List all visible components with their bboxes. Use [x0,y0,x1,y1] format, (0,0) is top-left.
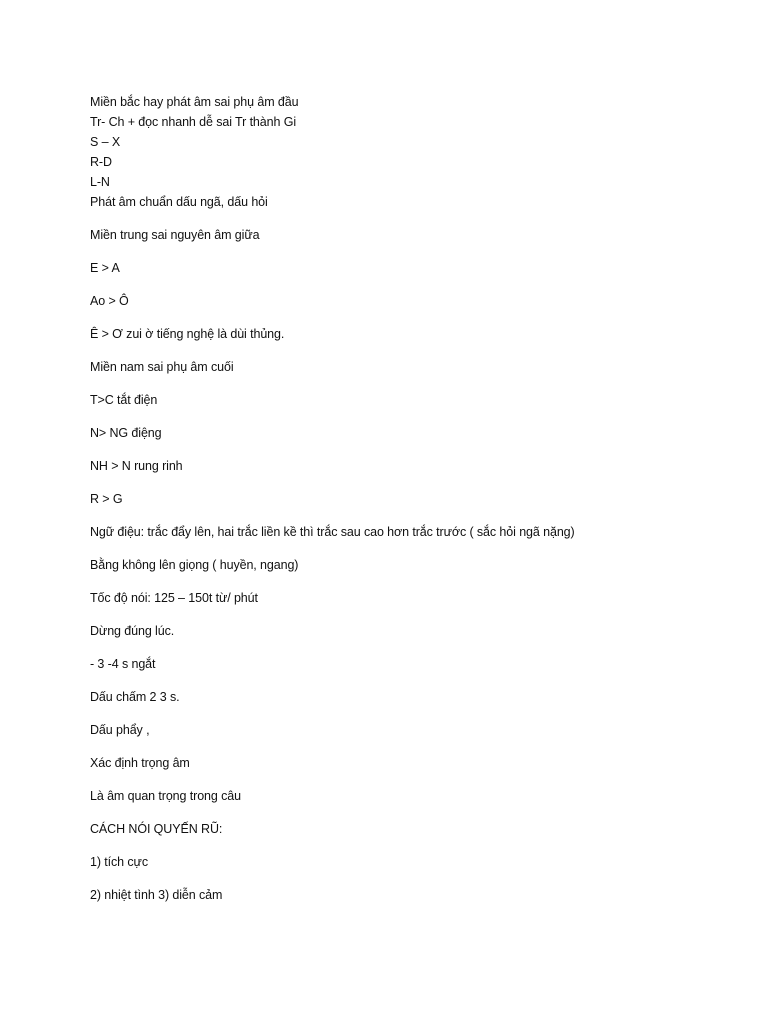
text-line: T>C tắt điện [90,393,158,407]
text-line: Ao > Ô [90,294,129,308]
text-line: 2) nhiệt tình 3) diễn cảm [90,888,223,902]
text-line: NH > N rung rinh [90,459,183,473]
text-line: - 3 -4 s ngắt [90,657,156,671]
text-line: Dấu phẩy , [90,723,150,737]
text-line: Phát âm chuẩn dấu ngã, dấu hỏi [90,195,268,209]
text-line: Tr- Ch + đọc nhanh dễ sai Tr thành Gi [90,115,297,129]
text-line: Tốc độ nói: 125 – 150t từ/ phút [90,591,258,605]
text-line: Miền nam sai phụ âm cuối [90,360,234,374]
text-line: N> NG điệng [90,426,162,440]
text-line: R-D [90,155,112,169]
text-line: Miền bắc hay phát âm sai phụ âm đầu [90,95,299,109]
text-line: S – X [90,135,121,149]
text-line: Miền trung sai nguyên âm giữa [90,228,260,242]
text-line: Là âm quan trọng trong câu [90,789,241,803]
text-line: L-N [90,175,110,189]
text-line: 1) tích cực [90,855,148,869]
text-line: E > A [90,261,120,275]
text-line: Dừng đúng lúc. [90,624,175,638]
text-line: Dấu chấm 2 3 s. [90,690,180,704]
text-line: R > G [90,492,123,506]
text-line: Ngữ điệu: trắc đẩy lên, hai trắc liền kề thì trắc sau cao hơn trắc trước ( sắc hỏi ngã nặng) [90,525,575,539]
text-line: Bằng không lên giọng ( huyền, ngang) [90,558,299,572]
text-line: CÁCH NÓI QUYẾN RŨ: [90,822,223,836]
text-line: Ê > Ơ zui ờ tiếng nghệ là dùi thủng. [90,327,285,341]
text-line: Xác định trọng âm [90,756,190,770]
